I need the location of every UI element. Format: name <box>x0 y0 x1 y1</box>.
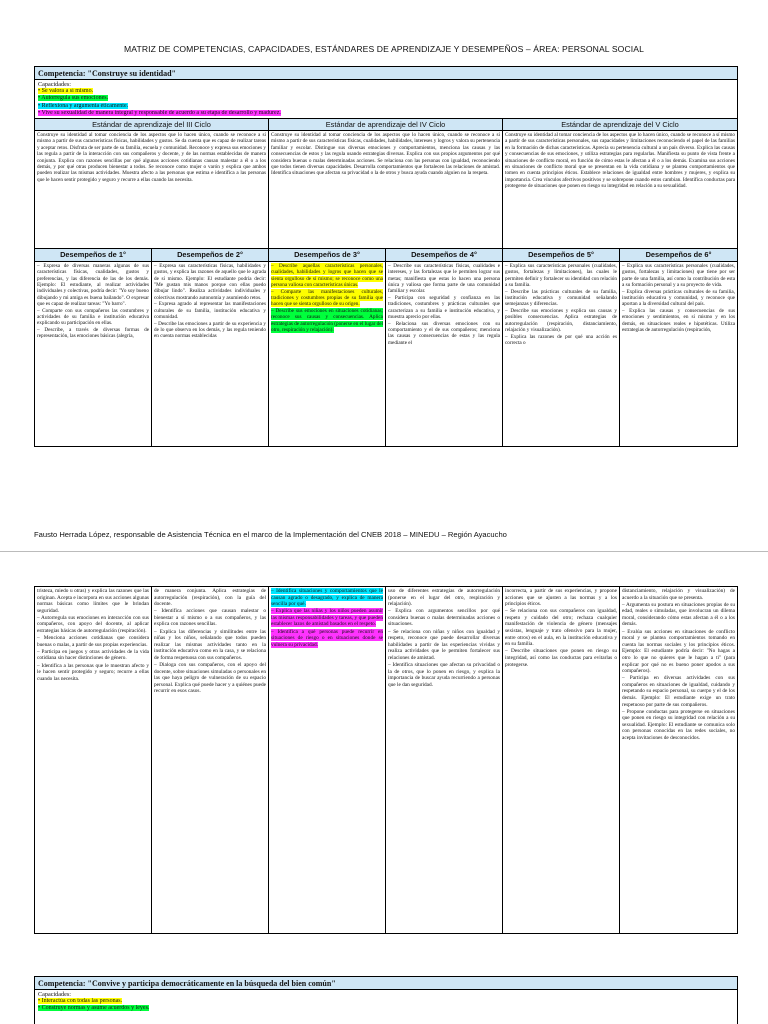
desempeno-item: – Evalúa sus acciones en situaciones de conflicto moral y se plantea comportamientos tomando en cuenta las normas sociales y los principios éticos. Ejemplo: El estudiante podría decir: "No hagas a otro lo que no quieres que le hagan a ti" (para explicar por qué no es bueno poner apodos a sus compañeros). <box>622 628 735 675</box>
desempeno-item: tristeza, miedo u otras) y explica las razones que las originan. Acepta e incorpora en sus acciones algunas normas básicas como límites que le brindan seguridad. <box>37 588 149 614</box>
desempeno-item: – Identifica situaciones que afectan su privacidad o la de otros, que lo ponen en riesgo, y explica la importancia de buscar ayuda recurriendo a personas que le dan seguridad. <box>388 662 500 688</box>
desempeno-item: – Expresa agrado al representar las manifestaciones culturales de su familia, institución educativa y comunidad. <box>154 301 266 320</box>
desempeno-column <box>503 262 620 446</box>
desempeno-item: – Describe las prácticas culturales de su familia, institución educativa y comunidad señalando semejanzas y diferencias. <box>505 288 617 308</box>
desempeno-column <box>35 587 152 933</box>
desempeno-item: – Explica sus características personales (cualidades, gustos, fortalezas y limitaciones) que tiene por ser parte de una familia, así como la contribución de esta a su formación personal y a su proyecto de vida. <box>622 263 735 288</box>
desempeno-item: uso de diferentes estrategias de autorregulación (ponerse en el lugar del otro, respiración y relajación). <box>388 588 500 608</box>
desempeno-column <box>269 587 386 933</box>
desempeno-item: – Identifica situaciones y comportamientos que le causan agrado o desagrado, y explica de manera sencilla por qué. <box>271 588 383 608</box>
capacidades-box <box>35 80 737 118</box>
desempeno-item: – Describe situaciones que ponen en riesgo su integridad, así como las conductas para evitarlas o protegerse. <box>505 648 617 668</box>
capacidad-item: • Autorregula sus emociones. <box>38 95 109 102</box>
desempeno-item: – Argumenta su postura en situaciones propias de su edad, reales o simuladas, que involucran un dilema moral, considerando cómo estas afectan a él o a los demás. <box>622 601 735 628</box>
desempeno-header: Desempeños de 2° <box>152 248 269 262</box>
desempeno-item: – Describe sus emociones y explica sus causas y posibles consecuencias. Aplica estrategias de autorregulación (respiración, distanciamiento, relajación y visualización). <box>505 308 617 333</box>
document-page-2 <box>0 566 768 1024</box>
desempeno-item: – Describe, a través de diversas formas de representación, las emociones básicas (alegría, <box>37 326 149 340</box>
ciclo-header-row <box>35 118 737 131</box>
desempeno-item: – Comparte con sus compañeros las costumbres y actividades de su familia e institución educativa explicando su participación en ellas. <box>37 307 149 327</box>
desempeno-item: – Comparte las manifestaciones culturales, tradiciones y costumbres propias de su familia que hacen que se sienta orgulloso de su origen. <box>271 288 383 308</box>
desempeno-item: – Se relaciona con niñas y niños con igualdad y respeto, reconoce que puede desarrollar diversas habilidades a partir de las experiencias vividas y realiza actividades que le permiten fortalecer sus relaciones de amistad. <box>388 628 500 661</box>
desempeno-item: – Identifica acciones que causan malestar o bienestar a sí mismo o a sus compañeros, y las explica con razones sencillas. <box>154 608 266 628</box>
desempeno-header: Desempeños de 3° <box>269 248 386 262</box>
desempeno-item: – Describe sus características físicas, cualidades e intereses, y las fortalezas que le permiten lograr sus metas; manifiesta que estas lo hacen una persona única y valiosa que forma parte de una comunidad familiar y escolar. <box>388 263 500 295</box>
desempeno-item: – Explica que las niñas y los niños pueden asumir las mismas responsabilidades y tareas, y que pueden establecer lazos de amistad basados en el respeto. <box>271 608 383 628</box>
desempeno-item: – Propone conductas para protegerse en situaciones que ponen en riesgo su integridad con relación a su sexualidad. Ejemplo: El estudiante se comunica solo con personas conocidas en las redes sociales, no acepta invitaciones de desconocidos. <box>622 708 735 742</box>
desempeno-item: – Explica sus características personales (cualidades, gustos, fortalezas y limitaciones), las cuales le permiten definir y fortalecer su identidad con relación a su familia. <box>505 263 617 288</box>
desempeno-column <box>386 587 503 933</box>
desempeno-item: – Identifica a las personas que le muestran afecto y le hacen sentir protegido y seguro; recurre a ellas cuando las necesita. <box>37 662 149 682</box>
capacidad-item: • Interactúa con todas las personas. <box>38 998 123 1005</box>
desempeno-column <box>269 262 386 446</box>
desempenos-body-row <box>35 262 737 446</box>
desempeno-item: de manera conjunta. Aplica estrategias de autorregulación (respiración), con la guía del docente. <box>154 588 266 608</box>
desempeno-column <box>620 262 737 446</box>
desempenos-continuation-table <box>34 586 738 934</box>
desempeno-column <box>620 587 737 933</box>
desempeno-column <box>152 262 269 446</box>
desempeno-header: Desempeños de 1° <box>35 248 152 262</box>
competencia-heading: Competencia: "Convive y participa democráticamente en la búsqueda del bien común" <box>35 977 737 990</box>
competencia-table <box>34 66 738 447</box>
capacidades-title: Capacidades: <box>38 991 71 998</box>
ciclo-body-row <box>35 131 737 248</box>
desempeno-column <box>152 587 269 933</box>
desempeno-item: – Describe sus emociones en situaciones cotidianas; reconoce sus causas y consecuencias. Aplica estrategias de autorregulación (ponerse en el lugar del otro, respiración y relajación). <box>271 308 383 333</box>
estandar-text: Construye su identidad al tomar conciencia de los aspectos que lo hacen único, cuando se reconoce a sí mismo a partir de sus características personales, sus capacidades y limitaciones reconociendo el papel de las familias en la formación de dichas características. Aprecia su pertenencia cultural a un país diverso. Explica las causas y consecuencias de sus emociones, y utiliza estrategias para regularlas. Manifiesta su punto de vista frente a situaciones de conflicto moral, en función de cómo estas le afectan a él o a los demás. Examina sus acciones en situaciones de conflicto moral que se presentan en la vida cotidiana y se plantea comportamientos que tomen en cuenta principios éticos. Establece relaciones de igualdad entre hombres y mujeres, y explica su importancia. Crea vínculos afectivos positivos y se sobrepone cuando estos cambian. Identifica conductas para protegerse de situaciones que ponen en riesgo su integridad en relación a su sexualidad. <box>505 132 735 190</box>
desempeno-item: – Dialoga con sus compañeros, con el apoyo del docente, sobre situaciones simuladas o personales en las que haya peligro de vulneración de su espacio personal. Explica qué puede hacer y a quiénes puede recurrir en esos casos. <box>154 662 266 695</box>
desempeno-item: – Describe las emociones a partir de su experiencia y de lo que observa en los demás, y las regula teniendo en cuenta normas establecidas <box>154 320 266 340</box>
desempeno-item: – Se relaciona con sus compañeros con igualdad, respeto y cuidado del otro; rechaza cualquier manifestación de violencia de género (mensajes sexistas, lenguaje y trato ofensivo para la mujer, entre otros) en el aula, en la institución educativa y en su familia. <box>505 608 617 648</box>
desempeno-column <box>503 587 620 933</box>
competencia-heading: Competencia: "Construye su identidad" <box>35 67 737 80</box>
desempenos-header-row <box>35 248 737 262</box>
desempeno-item: – Explica con argumentos sencillos por qué considera buenas o malas determinadas acciones o situaciones. <box>388 608 500 628</box>
capacidad-item: • Reflexiona y argumenta éticamente. <box>38 102 129 109</box>
ciclo-header: Estándar de aprendizaje del V Ciclo <box>503 118 737 131</box>
desempeno-item: – Relaciona sus diversas emociones con su comportamiento y el de sus compañeros; menciona las causas y consecuencias de estas y las regula mediante el <box>388 320 500 346</box>
desempeno-item: – Expresa de diversas maneras algunas de sus características físicas, cualidades, gustos y preferencias, y las diferencia de las de los demás. Ejemplo: El estudiante, al realizar actividades individuales y colectivas, podría decir: "Yo soy bueno dibujando y mi amiga es buena bailando". O expresar que es capaz de realizar tareas: "Yo barro". <box>37 263 149 307</box>
capacidad-item: • Se valora a sí mismo. <box>38 88 94 95</box>
desempeno-item: – Describe aquellas características personales, cualidades, habilidades y logros que hacen que se sienta orgulloso de sí mismo; se reconoce como una persona valiosa con características únicas. <box>271 263 383 288</box>
desempeno-column <box>35 262 152 446</box>
desempeno-item: – Expresa sus características físicas, habilidades y gustos, y explica las razones de aquello que le agrada de sí mismo. Ejemplo: El estudiante podría decir: "Me gustan mis manos porque con ellas puedo dibujar lindo". Realiza actividades individuales y colectivas mostrando autonomía y asumiendo retos. <box>154 263 266 301</box>
desempeno-item: – Participa en diversas actividades con sus compañeros en situaciones de igualdad, cuidando y respetando su espacio personal, su cuerpo y el de los demás. Ejemplo: El estudiante exige un trato respetuoso por parte de sus compañeros. <box>622 675 735 708</box>
desempeno-header: Desempeños de 5° <box>503 248 620 262</box>
desempeno-item: – Explica las diferencias y similitudes entre las niñas y los niños, señalando que todos pueden realizar las mismas actividades tanto en la institución educativa como en la casa, y se relaciona de forma respetuosa con sus compañeros. <box>154 628 266 661</box>
desempeno-header: Desempeños de 4° <box>386 248 503 262</box>
desempeno-item: – Explica las causas y consecuencias de sus emociones y sentimientos, en sí mismo y en los demás, en situaciones reales e hipotéticas. Utiliza estrategias de autorregulación (respiración, <box>622 308 735 333</box>
desempeno-item: incorrecta, a partir de sus experiencias, y propone acciones que se ajusten a las normas y a los principios éticos. <box>505 588 617 608</box>
page-footer: Fausto Herrada López, responsable de Asistencia Técnica en el marco de la Implementación del CNEB 2018 – MINEDU – Región Ayacucho <box>34 530 507 539</box>
page-title: MATRIZ DE COMPETENCIAS, CAPACIDADES, ESTÁNDARES DE APRENDIZAJE Y DESEMPEÑOS – ÁREA: PERSONAL SOCIAL <box>124 44 644 54</box>
desempenos-continuation-row <box>35 587 737 933</box>
desempeno-item: distanciamiento, relajación y visualización) de acuerdo a la situación que se presenta. <box>622 588 735 601</box>
ciclo-header: Estándar de aprendizaje del III Ciclo <box>35 118 269 131</box>
ciclo-header: Estándar de aprendizaje del IV Ciclo <box>269 118 503 131</box>
estandar-text: Construye su identidad al tomar conciencia de los aspectos que lo hacen único, cuando se reconoce a sí mismo a partir de sus características físicas, habilidades y gustos. Se da cuenta que es capaz de realizar tareas y aceptar retos. Disfruta de ser parte de su familia, escuela y comunidad. Reconoce y expresa sus emociones y las regula a partir de la interacción con sus compañeros y docente, y de las normas establecidas de manera conjunta. Explica con razones sencillas por qué algunas acciones cotidianas causan malestar a él o a los demás, y por qué otras producen bienestar a todos. Se reconoce como mujer o varón y explica que ambos pueden realizar las mismas actividades. Muestra afecto a las personas que estima e identifica a las personas que le hacen sentir protegido y seguro y recurre a ellas cuando las necesita. <box>35 131 269 248</box>
desempeno-item: – Menciona acciones cotidianas que considera buenas o malas, a partir de sus propias experiencias. <box>37 635 149 648</box>
desempeno-item: – Participa con seguridad y confianza en las tradiciones, costumbres y prácticas culturales que caracterizan a su familia e institución educativa, y muestra aprecio por ellas. <box>388 295 500 320</box>
capacidad-item: • Vive su sexualidad de manera integral y responsable de acuerdo a su etapa de desarrollo y madurez. <box>38 109 281 116</box>
capacidades-box <box>35 990 737 1014</box>
capacidad-item: • Construye normas y asume acuerdos y leyes. <box>38 1005 150 1012</box>
estandar-text: Construye su identidad al tomar conciencia de los aspectos que lo hacen único, cuando se reconoce a sí mismo a partir de sus características físicas, cualidades, habilidades, intereses y logros y valora su pertenencia familiar y escolar. Distingue sus diversas emociones y comportamientos, menciona las causas y las consecuencias de estos y las regula usando estrategias diversas. Explica con sus propios argumentos por qué considera buenas o malas determinadas acciones. Se relaciona con las personas con igualdad, reconociendo que todos tienen diversas capacidades. Desarrolla comportamientos que fortalecen las relaciones de amistad. Identifica situaciones que afectan su privacidad o la de otros y busca ayuda cuando alguien no la respeta. <box>269 131 503 248</box>
desempeno-item: – Explica las razones de por qué una acción es correcta o <box>505 333 617 347</box>
desempeno-item: – Participa en juegos y otras actividades de la vida cotidiana sin hacer distinciones de género. <box>37 648 149 662</box>
desempeno-column <box>386 262 503 446</box>
desempeno-item: – Explica diversas prácticas culturales de su familia, institución educativa y comunidad, y reconoce que aportan a la diversidad cultural del país. <box>622 288 735 308</box>
desempeno-item: – Autorregula sus emociones en interacción con sus compañeros, con apoyo del docente, al aplicar estrategias básicas de autorregulación (respiración). <box>37 614 149 635</box>
capacidades-title: Capacidades: <box>38 81 71 88</box>
competencia-table-2 <box>34 976 738 1024</box>
desempeno-item: – Identifica a qué personas puede recurrir en situaciones de riesgo o en situaciones donde se vulnera su privacidad. <box>271 628 383 648</box>
desempeno-header: Desempeños de 6° <box>620 248 737 262</box>
